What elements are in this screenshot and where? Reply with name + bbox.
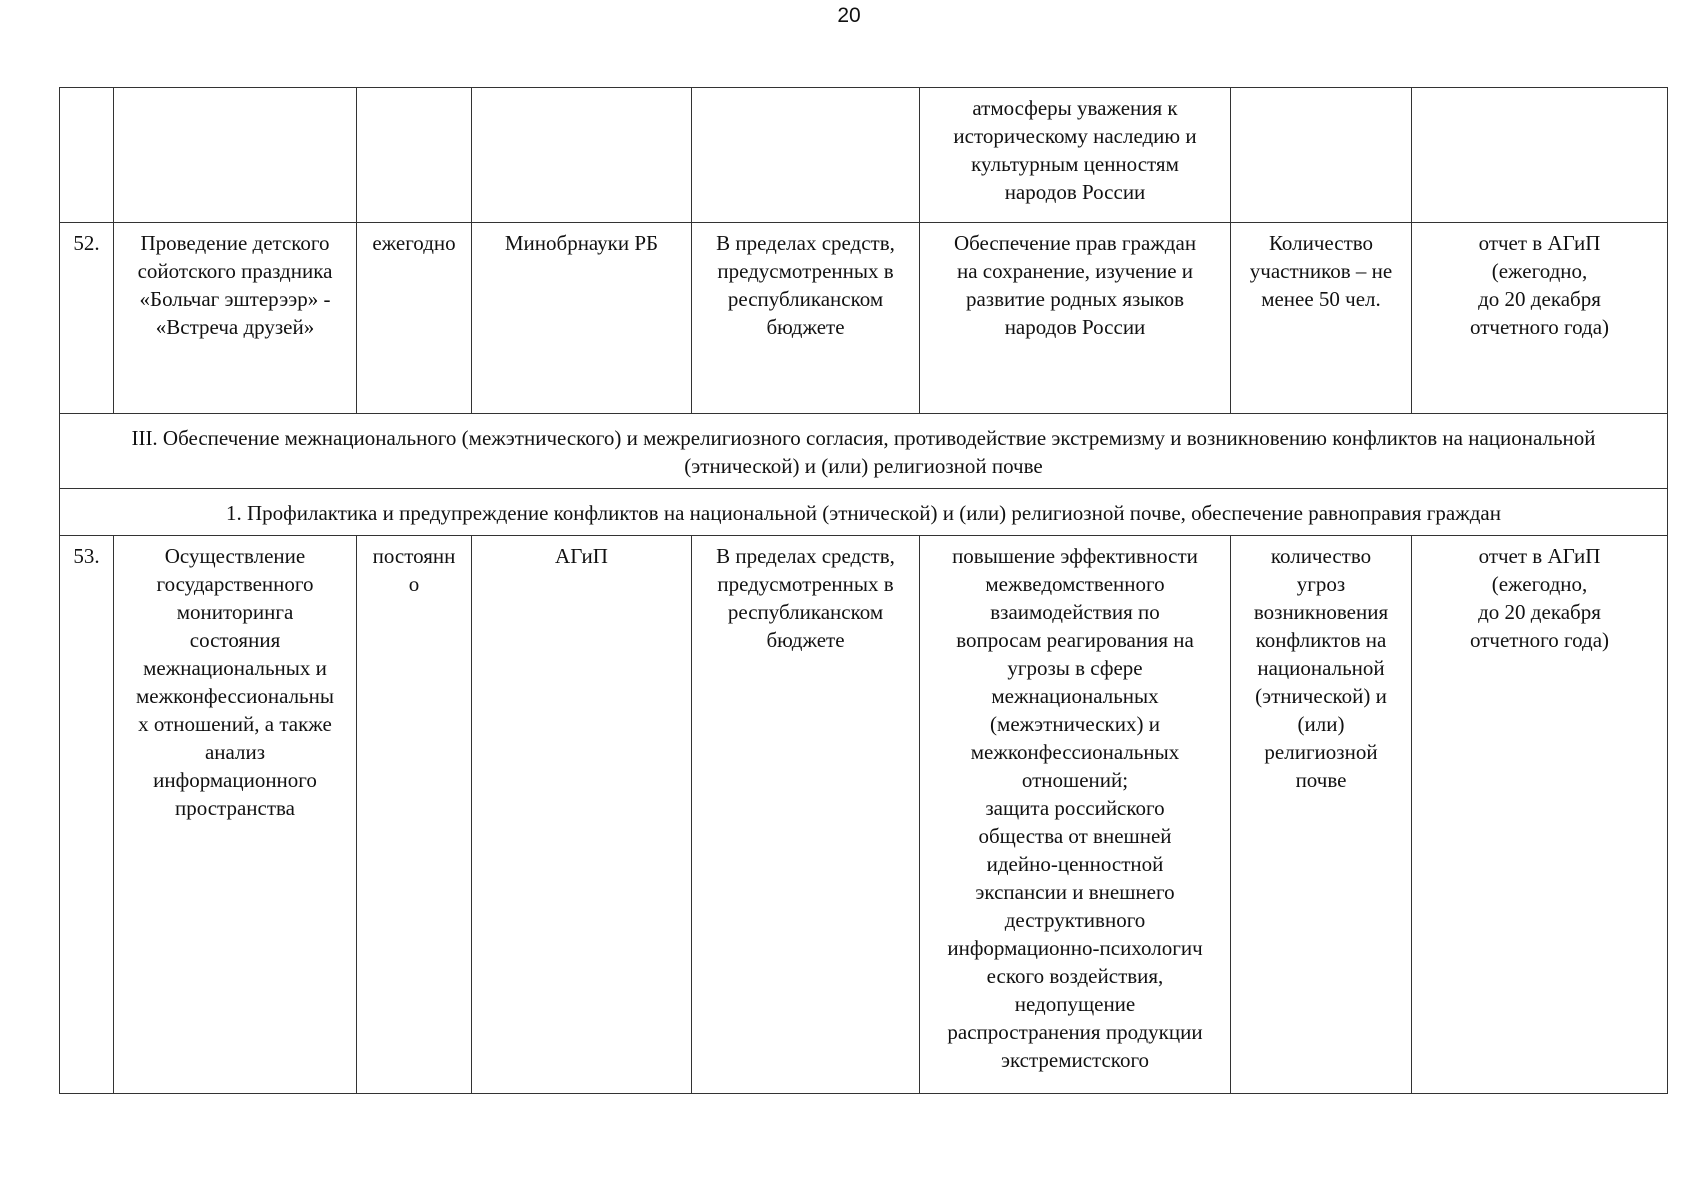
cell-funding	[692, 88, 920, 223]
report-text: отчет в АГиП (ежегодно, до 20 декабря отчетного года)	[1469, 544, 1610, 652]
cell-responsible	[472, 88, 692, 223]
cell-deadline	[357, 536, 472, 1094]
expected-result-text: атмосферы уважения к историческому наследию и культурным ценностям народов России	[953, 96, 1197, 204]
indicator-text: Количество участников – не менее 50 чел.	[1249, 231, 1393, 311]
cell-expected-result	[920, 88, 1231, 223]
subsection-row	[60, 489, 1668, 536]
cell-event	[114, 536, 357, 1094]
cell-deadline	[357, 88, 472, 223]
funding-text: В пределах средств, предусмотренных в республиканском бюджете	[716, 544, 895, 652]
cell-report	[1412, 536, 1668, 1094]
deadline-text: постоянн о	[372, 544, 456, 596]
table-row-52	[60, 223, 1668, 414]
indicator-text: количество угроз возникновения конфликтов на национальной (этнической) и (или) религиозной почве	[1253, 544, 1389, 792]
deadline-text: ежегодно	[372, 231, 456, 255]
event-text: Проведение детского сойотского праздника «Больчаг эштерээр» - «Встреча друзей»	[137, 231, 333, 339]
cell-indicator	[1231, 88, 1412, 223]
table-row-53	[60, 536, 1668, 1094]
table-row-continuation	[60, 88, 1668, 223]
cell-event	[114, 223, 357, 414]
cell-indicator	[1231, 536, 1412, 1094]
cell-funding	[692, 223, 920, 414]
subsection-title: 1. Профилактика и предупреждение конфликтов на национальной (этнической) и (или) религиозной почве, обеспечение равноправия граждан	[60, 489, 1668, 536]
cell-number	[60, 223, 114, 414]
row-number: 53.	[73, 544, 100, 568]
report-text: отчет в АГиП (ежегодно, до 20 декабря отчетного года)	[1469, 231, 1610, 339]
cell-responsible	[472, 223, 692, 414]
cell-number	[60, 88, 114, 223]
cell-deadline	[357, 223, 472, 414]
cell-funding	[692, 536, 920, 1094]
funding-text: В пределах средств, предусмотренных в республиканском бюджете	[716, 231, 895, 339]
cell-report	[1412, 88, 1668, 223]
cell-responsible	[472, 536, 692, 1094]
cell-number	[60, 536, 114, 1094]
section-row	[60, 414, 1668, 489]
cell-report	[1412, 223, 1668, 414]
row-number: 52.	[73, 231, 100, 255]
cell-event	[114, 88, 357, 223]
expected-result-text: повышение эффективности межведомственного взаимодействия по вопросам реагирования на угрозы в сфере межнациональных (межэтнических) и межконфессиональных отношений; защита российского общества от внешней идейно-ценностной экспансии и внешнего деструктивного информационно-психологич еского воздействия, недопущение распространения продукции экстремистского	[947, 544, 1203, 1072]
cell-expected-result	[920, 536, 1231, 1094]
responsible-text: АГиП	[555, 544, 608, 568]
cell-indicator	[1231, 223, 1412, 414]
expected-result-text: Обеспечение прав граждан на сохранение, изучение и развитие родных языков народов России	[953, 231, 1197, 339]
page-number: 20	[837, 4, 861, 27]
cell-expected-result	[920, 223, 1231, 414]
section-title: III. Обеспечение межнационального (межэтнического) и межрелигиозного согласия, противодействие экстремизму и возникновению конфликтов на национальной (этнической) и (или) религиозной почве	[60, 414, 1668, 489]
responsible-text: Минобрнауки РБ	[504, 231, 659, 255]
event-text: Осуществление государственного мониторинга состояния межнациональных и межконфессиональны х отношений, а также анализ информационного пространства	[136, 544, 334, 820]
action-plan-table	[59, 87, 1668, 1094]
